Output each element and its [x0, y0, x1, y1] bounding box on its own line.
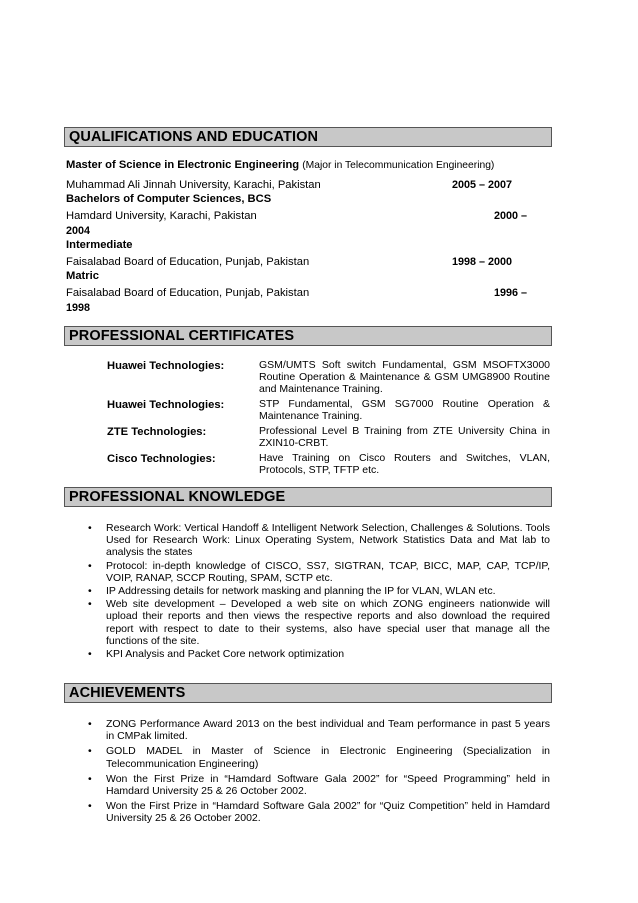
intermediate-years: 1998 – 2000	[452, 256, 513, 268]
bcs-degree: Bachelors of Computer Sciences, BCS	[66, 193, 272, 205]
list-item: • Research Work: Vertical Handoff & Intelligent Network Selection, Challenges & Solutions. Tools Used for Research Work: Linux Operating System, Network Statistics Data and Mat lab to analysis the states	[88, 522, 550, 559]
achievements-header: ACHIEVEMENTS	[64, 683, 552, 703]
intermediate-institution: Faisalabad Board of Education, Punjab, Pakistan	[66, 256, 310, 268]
bullet-icon: •	[88, 718, 92, 730]
certificate-row	[107, 425, 552, 453]
intermediate-degree: Intermediate	[66, 239, 133, 251]
msc-degree-line	[66, 158, 494, 173]
bcs-years-end: 2004	[66, 225, 91, 237]
achievements-list	[88, 718, 550, 825]
certificate-description: Professional Level B Training from ZTE University China in ZXIN10-CRBT.	[259, 425, 550, 450]
matric-years-end: 1998	[66, 302, 91, 314]
bullet-icon: •	[88, 800, 92, 813]
certificate-description: GSM/UMTS Soft switch Fundamental, GSM MSOFTX3000 Routine Operation & Maintenance & GSM UMG8900 Routine and Maintenance Training.	[259, 359, 550, 396]
bcs-years-start: 2000 –	[494, 210, 528, 222]
list-item: • Protocol: in-depth knowledge of CISCO, SS7, SIGTRAN, TCAP, BICC, MAP, CAP, TCP/IP, VOIP, RANAP, SCCP Routing, SPAM, SCTP etc.	[88, 559, 550, 584]
bullet-icon: •	[88, 598, 92, 611]
certificates-header: PROFESSIONAL CERTIFICATES	[64, 326, 552, 346]
bullet-icon: •	[88, 585, 92, 598]
certificate-row	[107, 359, 552, 399]
certificate-row	[107, 452, 552, 480]
msc-years: 2005 – 2007	[452, 179, 513, 191]
msc-major: (Major in Telecommunication Engineering)	[302, 160, 495, 171]
certificate-name: Huawei Technologies:	[107, 360, 225, 372]
matric-institution: Faisalabad Board of Education, Punjab, Pakistan	[66, 287, 310, 299]
list-item: • Web site development – Developed a web site on which ZONG engineers nationwide will upload their reports and then views the respective reports and also download the required report with respect to date to their systems, also have special user that manage all the functions of the site.	[88, 598, 550, 647]
bullet-icon: •	[88, 745, 92, 758]
msc-degree: Master of Science in Electronic Engineering	[66, 159, 300, 171]
bullet-icon: •	[88, 522, 92, 534]
certificate-name: Huawei Technologies:	[107, 399, 225, 411]
list-item: • IP Addressing details for network masking and planning the IP for VLAN, WLAN etc.	[88, 585, 496, 598]
list-item: • ZONG Performance Award 2013 on the best individual and Team performance in past 5 years in CMPak limited.	[88, 718, 550, 743]
list-item: • GOLD MADEL in Master of Science in Electronic Engineering (Specialization in Telecommunication Engineering)	[88, 745, 550, 770]
matric-years-start: 1996 –	[494, 287, 528, 299]
knowledge-list	[88, 522, 550, 660]
msc-institution: Muhammad Ali Jinnah University, Karachi, Pakistan	[66, 179, 321, 191]
bullet-icon: •	[88, 648, 92, 661]
certificate-name: ZTE Technologies:	[107, 426, 207, 438]
certificate-name: Cisco Technologies:	[107, 453, 216, 465]
list-item: • KPI Analysis and Packet Core network optimization	[88, 648, 345, 661]
knowledge-header: PROFESSIONAL KNOWLEDGE	[64, 487, 552, 507]
certificate-description: STP Fundamental, GSM SG7000 Routine Operation & Maintenance Training.	[259, 398, 550, 423]
list-item: • Won the First Prize in “Hamdard Software Gala 2002” for “Speed Programming” held in Hamdard University 25 & 26 October 2002.	[88, 772, 550, 798]
bullet-icon: •	[88, 772, 92, 785]
certificate-description: Have Training on Cisco Routers and Switches, VLAN, Protocols, STP, TFTP etc.	[259, 452, 550, 477]
qualifications-header: QUALIFICATIONS AND EDUCATION	[64, 127, 552, 147]
bullet-icon: •	[88, 559, 92, 572]
list-item: • Won the First Prize in “Hamdard Software Gala 2002” for “Quiz Competition” held in Hamdard University 25 & 26 October 2002.	[88, 800, 550, 825]
certificate-row	[107, 398, 552, 426]
bcs-institution: Hamdard University, Karachi, Pakistan	[66, 210, 257, 222]
matric-degree: Matric	[66, 270, 99, 282]
